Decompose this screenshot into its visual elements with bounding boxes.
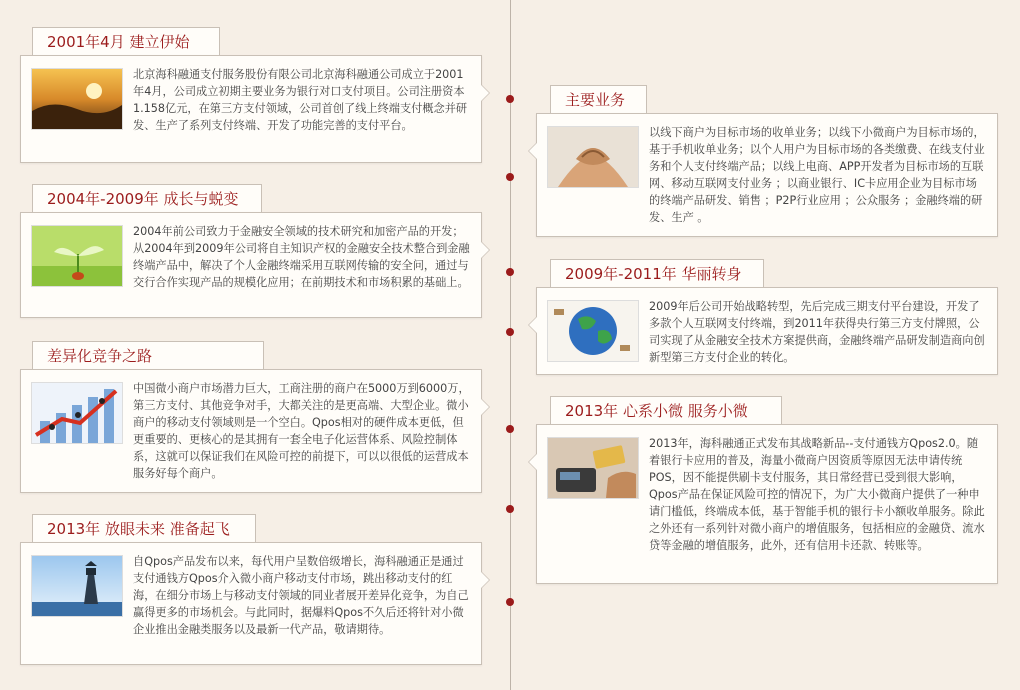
milestone-title: 2013年 心系小微 服务小微 <box>550 396 782 424</box>
lighthouse-image <box>31 555 123 617</box>
globe-image <box>547 300 639 362</box>
sunset-image <box>31 68 123 130</box>
milestone-card <box>20 55 482 163</box>
milestone-text: 2004年前公司致力于金融安全领域的技术研究和加密产品的开发；从2004年到2009年公司将自主知识产权的金融安全技术整合到金融终端产品中，解决了个人金融终端采用互联网传输的安全问，通过与交行合作实现产品的规模化应用；在前期技术和市场积累的基础上。 <box>133 225 470 289</box>
milestone-text: 2013年，海科融通正式发布其战略新品--支付通钱方Qpos2.0。随着银行卡应用的普及，海量小微商户因资质等原因无法申请传统POS，因不能提供刷卡支付服务，其日常经营已受到很大影响， Qpos产品在保证风险可控的情况下，为广大小微商户提供了一种申请门槛低，终端成本低，基于智能手机的银行卡小额收单服务。除此之外还有一系列针对微小商户的增值服务，包括相应的金融贷、流水贷等金融的增值服务，此外，还有信用卡还款、转账等。 <box>649 437 985 552</box>
milestone-text: 中国微小商户市场潜力巨大，工商注册的商户在5000万到6000万，第三方支付、其他竞争对手，大都关注的是更高端、大型企业。微小商户的移动支付领域则是一个空白。Qpos相对的硬件成本更低，但更重要的、更核心的是其拥有一套全电子化运营体系、风险控制体系，这就可以保证我们在风险可控的前提下，可以以很低的运营成本服务好每个商户。 <box>133 382 470 480</box>
handshake-image <box>547 126 639 188</box>
milestone-title: 2001年4月 建立伊始 <box>32 27 220 55</box>
milestone-card <box>20 542 482 665</box>
milestone-title: 主要业务 <box>550 85 647 113</box>
milestone-card <box>536 113 998 237</box>
milestone-title: 2004年-2009年 成长与蜕变 <box>32 184 262 212</box>
milestone-text: 自Qpos产品发布以来，每代用户呈数倍级增长，海科融通正是通过支付通钱方Qpos介入微小商户移动支付市场，跳出移动支付的红海，在细分市场上与移动支付领域的同业者展开差异化竞争，为自己赢得更多的市场机会。与此同时，据爆料Qpos不久后还将针对小微企业推出金融类服务以及最新一代产品，敬请期待。 <box>133 555 469 636</box>
milestone-card <box>20 212 482 318</box>
timeline-dot <box>506 425 514 433</box>
milestone-text: 以线下商户为目标市场的收单业务；以线下小微商户为目标市场的，基于手机收单业务；以个人用户为目标市场的各类缴费、在线支付业务和个人支付终端产品；以线上电商、APP开发者为目标市场的互联网、移动互联网支付业务 ；以商业银行、IC卡应用企业为目标市场的终端产品研发、销售 ；P2P行业应用 ；公众服务 ；金融终端的研发、生产 。 <box>649 126 985 224</box>
milestone-text: 2009年后公司开始战略转型，先后完成三期支付平台建设，开发了多款个人互联网支付终端，到2011年获得央行第三方支付牌照，公司实现了从金融安全技术方案提供商，金融终端产品研发制造商向创新型第三方支付企业的转化。 <box>649 300 985 364</box>
timeline-dot <box>506 505 514 513</box>
timeline-dot <box>506 95 514 103</box>
sprout-image <box>31 225 123 287</box>
timeline-axis <box>510 0 511 690</box>
timeline-dot <box>506 328 514 336</box>
milestone-title: 2009年-2011年 华丽转身 <box>550 259 764 287</box>
timeline-dot <box>506 268 514 276</box>
timeline-dot <box>506 173 514 181</box>
milestone-card <box>536 424 998 584</box>
growth-chart-image <box>31 382 123 444</box>
milestone-title: 差异化竞争之路 <box>32 341 264 369</box>
card-payment-image <box>547 437 639 499</box>
milestone-title: 2013年 放眼未来 准备起飞 <box>32 514 256 542</box>
milestone-card <box>20 369 482 493</box>
milestone-card <box>536 287 998 375</box>
milestone-text: 北京海科融通支付服务股份有限公司北京海科融通公司成立于2001年4月，公司成立初期主要业务为银行对口支付项目。公司注册资本1.158亿元，在第三方支付领域，公司首创了线上终端支付概念并研发、生产了系列支付终端、开发了功能完善的支付平台。 <box>133 68 468 132</box>
timeline-dot <box>506 598 514 606</box>
